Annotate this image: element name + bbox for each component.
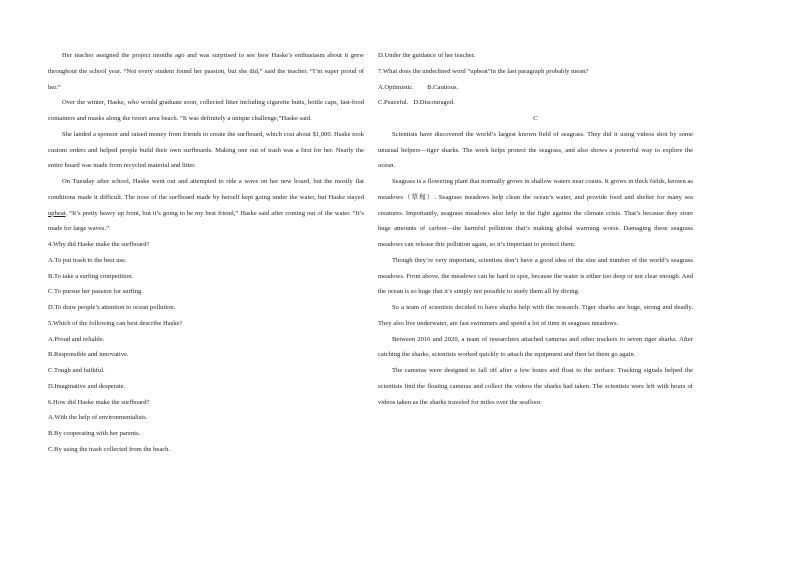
question-7: 7.What does the underlined word “upbeat”in the last paragraph probably mean? <box>378 67 589 75</box>
question-6-option-a: A.With the help of environmentalists. <box>48 414 148 422</box>
paragraph-scientists: Scientists have discovered the world’s largest known field of seagrass. They did it using videos shot by some unusual helpers—tiger sharks. The work helps protect the seagrass, and also shows a powerful way to explore the ocean. <box>378 130 693 170</box>
paragraph-seagrass: Seagrass is a flowering plant that normally grows in shallow waters near coasts. It grows in thick fields, known as meadows（草甸）. Seagrass meadows help clean the ocean’s water, and provide food and shelter for many sea creatures. Importantly, seagrass meadows also help in the fight against the climate crisis. That’s because they store huge amounts of carbon—the harmful pollution that’s making global warming worse. Damaging these seagrass meadows can release this pollution again, so it’s important to protect them. <box>378 178 693 248</box>
paragraph-tuesday-text-1: On Tuesday after school, Haske went out and attempted to ride a wave on her new board, but the mostly flat conditions made it difficult. The nose of the surfboard made by herself kept going under the water, but Haske stayed <box>48 178 364 201</box>
paragraph-research: Between 2016 and 2020, a team of researchers attached cameras and other trackers to seven tiger sharks. After catching the sharks, scientists worked quickly to attach the equipment and then let them go again. <box>378 335 693 359</box>
question-4: 4.Why did Haske make the surfboard? <box>48 241 150 248</box>
paragraph-cameras: The cameras were designed to fall off after a few hours and float to the surface. Tracking signals helped the scientists find the floating cameras and collect the videos the sharks had taken. The scientists were left with hours of videos taken as the sharks traveled for miles over the seafloor. <box>378 367 693 406</box>
paragraph-winter: Over the winter, Haske, who would graduate soon, collected litter including cigarette butts, bottle caps, fast-food containers and masks along the resort area beach. “It was definitely a unique challenge,”Haske said. <box>48 99 364 122</box>
section-heading: C <box>533 115 538 122</box>
paragraph-meadows: Though they’re very important, scientists don’t have a good idea of the size and number of the world’s seagrass meadows. From above, the meadows can be hard to spot, because the water is either too deep or not clear enough. And the ocean is so huge that it’s simply not possible to study them all by diving. <box>378 256 693 296</box>
paragraph-sponsor: She landed a sponsor and raised money from friends to create the surfboard, which cost about $1,000. Haske took custom orders and helped people build their own surfboards. Making one out of trash was a first for her. Nearly the entire board was made from recycled material and litter. <box>48 130 364 170</box>
question-5-option-b: B.Responsible and innovative. <box>48 351 129 359</box>
paragraph-tuesday-text-2: . “It’s pretty heavy up front, but it’s going to be my best friend,” Haske said after coming out of the water. “It’s made for large waves.” <box>48 209 364 233</box>
underlined-word-upbeat: upbeat <box>48 209 66 217</box>
question-5-option-c: C.Tough and faithful. <box>48 367 105 374</box>
question-6: 6.How did Haske make the surfboard? <box>48 398 150 406</box>
question-6-option-d: D.Under the guidance of her teacher. <box>378 52 476 59</box>
paragraph-teacher: Her teacher assigned the project months ago and was surprised to see how Haske’s enthusiasm about it grew throughout the school year. “Not every student found her passion, but she did,” said the teacher. “I’m super proud of her.” <box>48 52 364 91</box>
question-7-options-ab: A.Optimistic. B.Cautious. <box>378 83 459 91</box>
question-4-option-c: C.To pursue her passion for surfing. <box>48 288 143 296</box>
question-5-option-a: A.Proud and reliable. <box>48 335 105 343</box>
question-6-option-c: C.By using the trash collected from the beach. <box>48 445 171 453</box>
question-5-option-d: D.Imaginative and desperate. <box>48 382 126 390</box>
question-4-option-d: D.To draw people’s attention to ocean pollution. <box>48 304 176 311</box>
paragraph-tuesday <box>48 174 364 237</box>
question-7-options-cd: C.Peaceful. D.Discouraged. <box>378 99 455 107</box>
left-column <box>48 48 364 458</box>
question-6-option-b: B.By cooperating with her parents. <box>48 430 141 437</box>
question-4-option-b: B.To take a surfing competition. <box>48 272 134 280</box>
right-column <box>378 48 693 410</box>
question-4-option-a: A.To put trash to the best use. <box>48 256 127 264</box>
paragraph-sharks: So a team of scientists decided to have sharks help with the research. Tiger sharks are huge, strong and deadly. They also live underwater, are fast swimmers and spend a lot of time in seagrass meadows. <box>378 304 693 327</box>
question-5: 5.Which of the following can best describe Haske? <box>48 319 183 327</box>
